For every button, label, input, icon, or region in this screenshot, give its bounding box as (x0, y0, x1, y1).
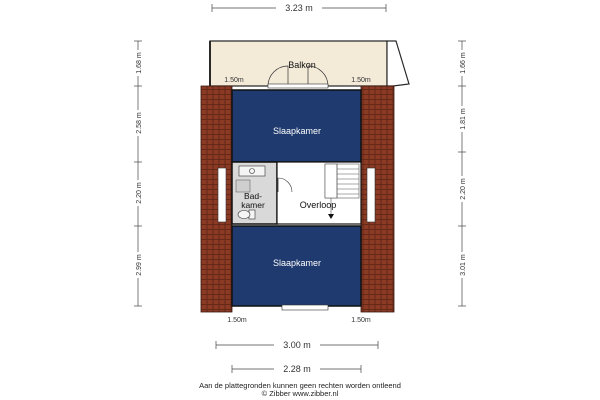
sink (239, 166, 265, 176)
balkon-label: Balkon (288, 60, 316, 70)
floor-dim-left: 1.50m (227, 317, 247, 324)
roof-window-left (218, 168, 226, 222)
footer-disclaimer: Aan de plattegronden kunnen geen rechten worden ontleend (199, 381, 401, 390)
room-badkamer (232, 162, 277, 224)
dim-top-label: 3.23 m (285, 3, 313, 13)
dim-right-1: 1.66 m (460, 52, 467, 74)
dim-right-2: 1.81 m (460, 108, 467, 130)
room-slaapkamer-top (232, 90, 361, 162)
dim-left-3: 2.20 m (136, 182, 143, 204)
dimension-top (212, 2, 386, 14)
dimension-bottom-inner (232, 363, 361, 375)
slaapkamer-top-label: Slaapkamer (272, 126, 322, 136)
balkon-dim-right: 1.50m (351, 77, 371, 84)
dim-right-4: 3.01 m (460, 254, 467, 276)
dim-bottom-inner-label: 2.28 m (283, 364, 311, 374)
footer-copyright: © Zibber www.zibber.nl (261, 389, 339, 398)
window-bottom (282, 305, 328, 310)
dim-left-1: 1.68 m (136, 52, 143, 74)
overloop-label: Overloop (299, 200, 337, 210)
toilet (238, 210, 255, 219)
dimension-bottom-outer (216, 339, 378, 351)
slaapkamer-bottom-label: Slaapkamer (272, 258, 322, 268)
dim-left-2: 2.58 m (136, 112, 143, 134)
floor-dim-right: 1.50m (351, 317, 371, 324)
dim-right-3: 2.20 m (460, 178, 467, 200)
badkamer-label-line1: Bad- (244, 191, 262, 201)
roof-window-right (367, 168, 375, 222)
badkamer-label-line2: kamer (241, 200, 265, 210)
room-overloop (277, 162, 361, 224)
room-slaapkamer-bottom (232, 226, 361, 310)
roof-right (361, 86, 394, 312)
roof-left (201, 86, 232, 312)
dim-bottom-outer-label: 3.00 m (283, 340, 311, 350)
dim-left-4: 2.99 m (136, 254, 143, 276)
balkon (210, 41, 409, 88)
balkon-dim-left: 1.50m (224, 77, 244, 84)
